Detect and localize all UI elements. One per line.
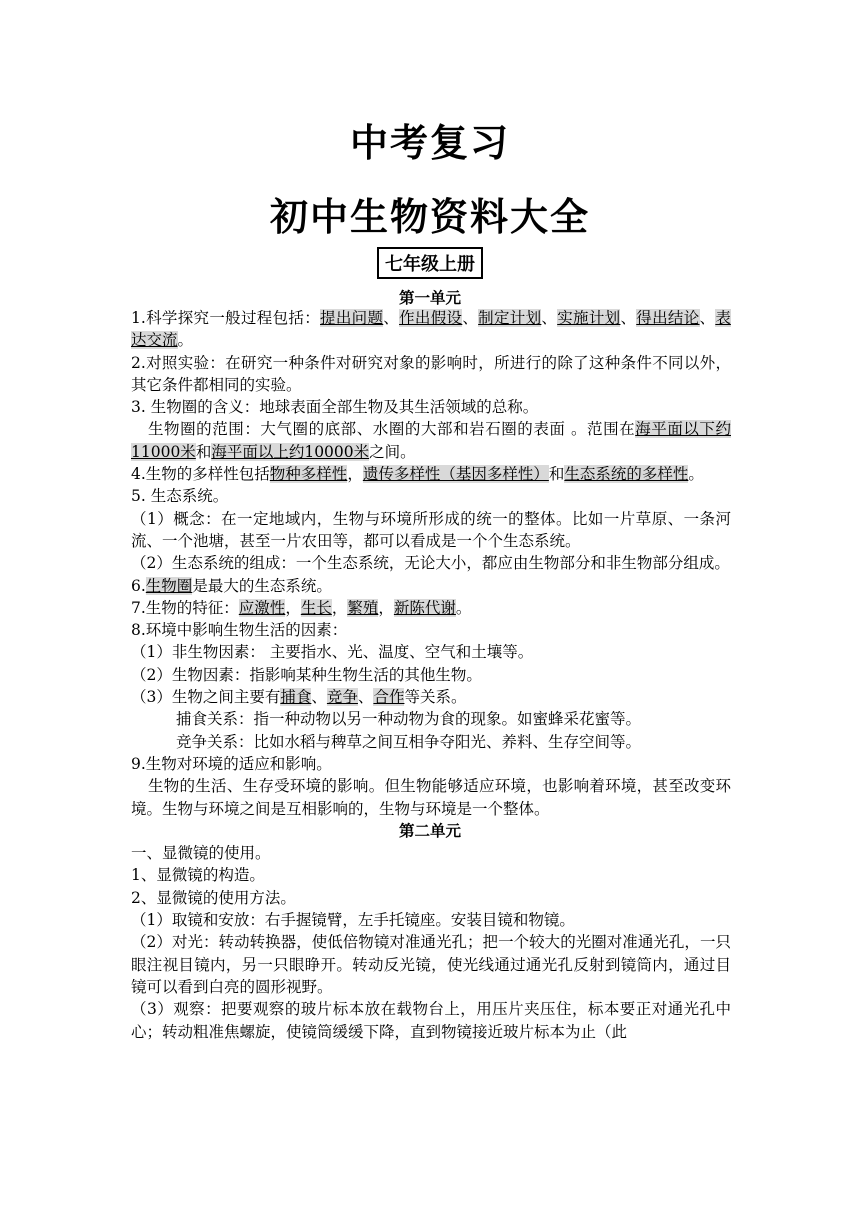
highlight-term: 应激性: [238, 598, 286, 617]
highlight-term: 作出假设: [399, 309, 463, 327]
item-5-2: （2）生态系统的组成：一个生态系统，无论大小，都应由生物部分和非生物部分组成。: [131, 554, 730, 573]
unit-heading-1: 第一单元: [398, 289, 461, 307]
microscope-method: 2、显微镜的使用方法。: [131, 888, 296, 907]
item-5-1: （1）概念：在一定地域内，生物与环境所形成的统一的整体。比如一片草原、一条河流、一个池塘，甚至一片农田等，都可以看成是一个个生态系统。: [131, 509, 731, 550]
highlight-term: 得出结论: [636, 309, 700, 327]
sub-title: 初中生物资料大全: [269, 195, 590, 239]
item-3: 3. 生物圈的含义：地球表面全部生物及其生活领域的总称。: [131, 398, 539, 417]
item-8-predation: 捕食关系：指一种动物以另一种动物为食的现象。如蜜蜂采花蜜等。: [176, 710, 642, 729]
unit-heading-2: 第二单元: [398, 821, 461, 840]
document-body: [131, 307, 731, 1043]
highlight-term: 繁殖: [347, 598, 379, 617]
highlight-term: 表达交流: [131, 309, 731, 350]
microscope-structure: 1、显微镜的构造。: [131, 866, 265, 885]
highlight-term: 合作: [373, 688, 405, 707]
item-2: 2.对照实验：在研究一种条件对研究对象的影响时，所进行的除了这种条件不同以外，其它条件都相同的实验。: [131, 353, 731, 394]
highlight-term: 制定计划: [478, 309, 542, 327]
item-3-range: 生物圈的范围：大气圈的底部、水圈的大部和岩石圈的表面 。范围在海平面以下约11000米和海平面以上约10000米之间。: [131, 420, 731, 461]
item-5: 5. 生态系统。: [131, 487, 229, 506]
highlight-term: 海平面以下约11000米: [131, 420, 731, 461]
item-9-text: 生物的生活、生存受环境的影响。但生物能够适应环境，也影响着环境，甚至改变环境。生物与环境之间是互相影响的，生物与环境是一个整体。: [131, 777, 731, 818]
highlight-term: 捕食: [280, 688, 312, 707]
highlight-term: 提出问题: [320, 309, 384, 327]
item-8: 8.环境中影响生物生活的因素：: [131, 621, 348, 640]
item-4: 4.生物的多样性包括物种多样性，遗传多样性（基因多样性）和生态系统的多样性。: [131, 465, 704, 484]
grade-box: 七年级上册: [377, 247, 483, 279]
highlight-term: 生态系统的多样性: [564, 465, 689, 484]
highlight-term: 生长: [300, 598, 332, 617]
highlight-term: 竞争: [326, 688, 358, 707]
method-step-1: （1）取镜和安放：右手握镜臂，左手托镜座。安装目镜和物镜。: [131, 911, 575, 930]
microscope-heading: 一、显微镜的使用。: [131, 844, 271, 863]
main-title: 中考复习: [349, 121, 510, 165]
item-8-2: （2）生物因素：指影响某种生物生活的其他生物。: [131, 665, 482, 684]
item-8-competition: 竞争关系：比如水稻与稗草之间互相争夺阳光、养料、生存空间等。: [176, 732, 642, 751]
highlight-term: 新陈代谢: [393, 598, 456, 617]
highlight-term: 实施计划: [557, 309, 621, 327]
item-8-1: （1）非生物因素： 主要指水、光、温度、空气和土壤等。: [131, 643, 534, 662]
method-step-3: （3）观察：把要观察的玻片标本放在载物台上，用压片夹压住，标本要正对通光孔中心；转动粗准焦螺旋，使镜筒缓缓下降，直到物镜接近玻片标本为止（此: [131, 1000, 731, 1041]
highlight-term: 海平面以上约10000米: [211, 442, 370, 461]
grade-box-wrap: [0, 247, 860, 279]
item-9: 9.生物对环境的适应和影响。: [131, 754, 332, 773]
item-7: 7.生物的特征：应激性，生长，繁殖，新陈代谢。: [131, 598, 472, 617]
highlight-term: 生物圈: [145, 576, 193, 595]
method-step-2: （2）对光：转动转换器，使低倍物镜对准通光孔；把一个较大的光圈对准通光孔，一只眼注视目镜内，另一只眼睁开。转动反光镜，使光线通过通光孔反射到镜筒内，通过目镜可以看到白亮的圆形视野。: [131, 933, 731, 996]
item-6: 6.生物圈是最大的生态系统。: [131, 576, 332, 595]
item-1: 1.科学探究一般过程包括：提出问题、作出假设、制定计划、实施计划、得出结论、表达交流。: [131, 309, 731, 350]
item-8-3: （3）生物之间主要有捕食、竞争、合作等关系。: [131, 688, 467, 707]
highlight-term: 遗传多样性（基因多样性）: [362, 465, 549, 484]
highlight-term: 物种多样性: [269, 465, 348, 484]
